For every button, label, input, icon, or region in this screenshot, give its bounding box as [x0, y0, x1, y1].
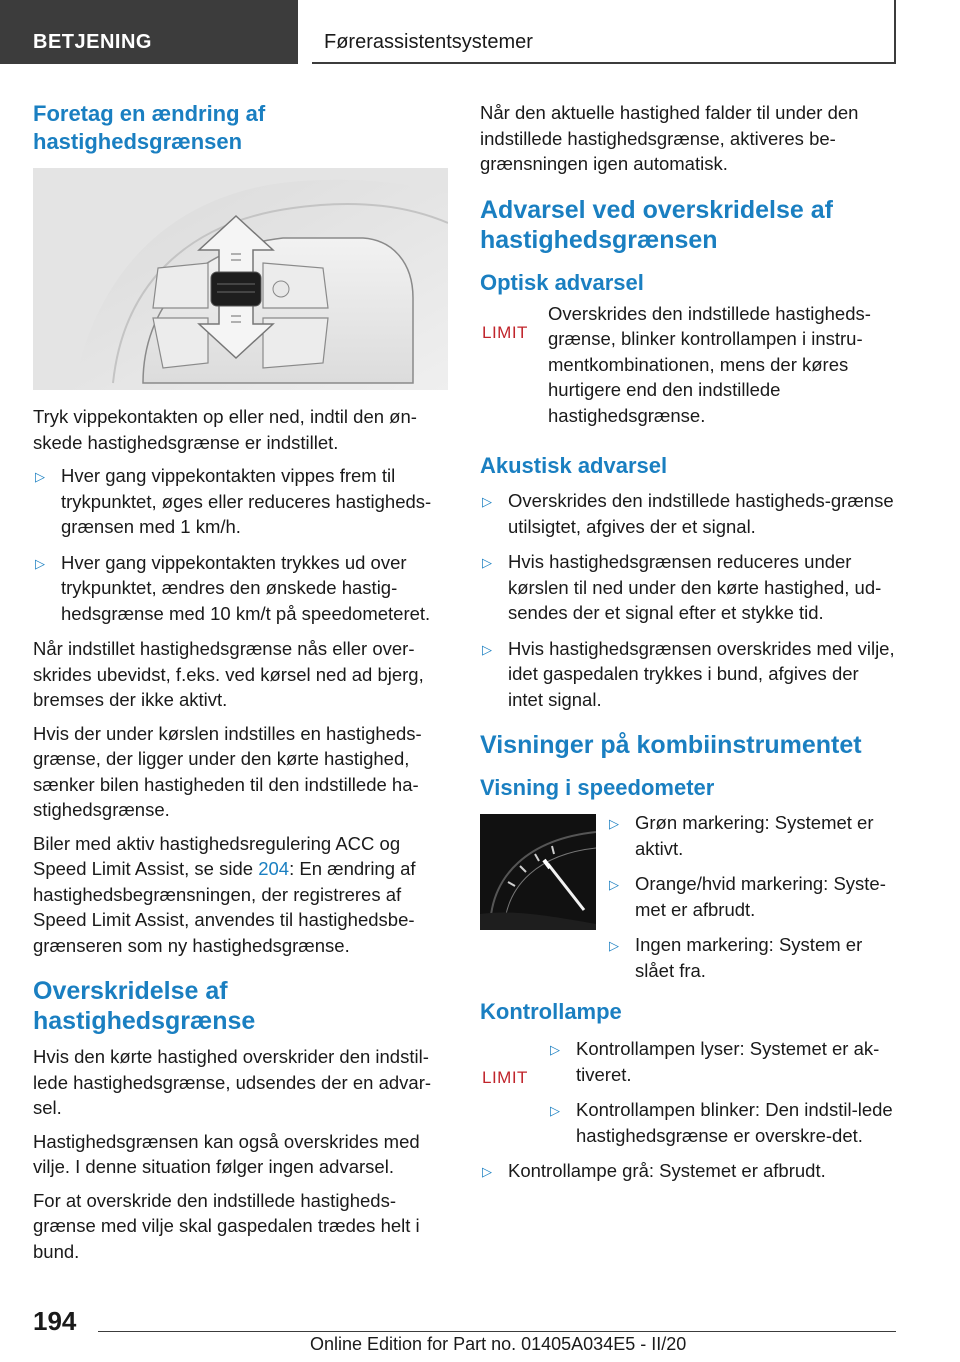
page-number: 194	[33, 1306, 77, 1336]
triangle-bullet-icon: ▷	[35, 555, 45, 571]
paragraph: Overskrides den indstillede hastigheds-grænse, blinker kontrollampen i instru-mentkombinationen, mens der køres hurtigere end den indstillede hastighedsgrænse.	[548, 302, 871, 426]
list-item: ▷ Kontrollampe grå: Systemet er afbrudt.	[480, 1158, 895, 1184]
paragraph: Tryk vippekontakten op eller ned, indtil den øn-skede hastighedsgrænse er indstillet.	[33, 406, 417, 453]
list-item: ▷ Kontrollampen lyser: Systemet er ak-tiveret.	[550, 1038, 880, 1085]
section-title: BETJENING	[0, 0, 298, 64]
page-header	[0, 0, 960, 64]
limit-indicator-icon: LIMIT	[482, 1068, 528, 1087]
heading-displays: Visninger på kombiinstrumentet	[480, 731, 862, 759]
edition-note: Online Edition for Part no. 01405A034E5 - II/20	[310, 1334, 687, 1354]
heading-warning: Advarsel ved overskridelse af hastighedsgrænsen	[480, 195, 833, 254]
heading-change-limit: Foretag en ændring af hastighedsgrænsen	[33, 101, 266, 154]
chapter-title: Førerassistentsystemer	[312, 0, 896, 64]
list-item: ▷ Ingen markering: System er slået fra.	[609, 934, 863, 981]
triangle-bullet-icon: ▷	[482, 1164, 492, 1179]
paragraph: Hvis den kørte hastighed overskrider den indstil-lede hastighedsgrænse, udsendes der en advar-sel.	[33, 1046, 432, 1118]
bullet-list	[480, 488, 895, 712]
bullet-list	[480, 1036, 895, 1148]
heading-acoustic-warning: Akustisk advarsel	[480, 453, 668, 478]
speedometer-block	[480, 810, 895, 981]
list-item: ▷ Kontrollampen blinker: Den indstil-lede hastighedsgrænse er overskre-det.	[550, 1099, 893, 1146]
list-item: ▷ Overskrides den indstillede hastigheds-grænse utilsigtet, afgives der et signal.	[482, 490, 894, 537]
paragraph: Når den aktuelle hastighed falder til under den indstillede hastighedsgrænse, aktiveres be-grænsningen igen automatisk.	[480, 102, 859, 174]
optical-warning-block	[480, 301, 895, 429]
list-item: ▷ Hver gang vippekontakten vippes frem til trykpunktet, øges eller reduceres hastigheds-grænsen med 1 km/h.	[35, 465, 432, 537]
paragraph: Når indstillet hastighedsgrænse nås eller over-skrides ubevidst, f.eks. ved kørsel ned ad bjerg, bremses der ikke aktivt.	[33, 638, 424, 710]
bullet-list	[480, 1158, 895, 1184]
list-item: ▷ Hvis hastighedsgrænsen overskrides med vilje, idet gaspedalen trykkes i bund, afgives der intet signal.	[482, 637, 895, 710]
heading-optical-warning: Optisk advarsel	[480, 269, 644, 295]
triangle-bullet-icon: ▷	[609, 877, 619, 892]
indicator-lamp-block	[480, 1036, 895, 1184]
list-item: ▷ Hver gang vippekontakten trykkes ud over trykpunktet, ændres den ønskede hastig-hedsgrænse med 10 km/t på speedometeret.	[35, 551, 431, 624]
triangle-bullet-icon: ▷	[550, 1103, 560, 1118]
heading-indicator-lamp: Kontrollampe	[480, 999, 622, 1024]
heading-exceed-limit: Overskridelse af hastighedsgrænse	[33, 977, 256, 1035]
right-column	[480, 100, 895, 1194]
list-item: ▷ Hvis hastighedsgrænsen reduceres under kørslen til ned under den kørte hastighed, ud-sendes der et signal efter et stykke tid.	[482, 551, 882, 623]
triangle-bullet-icon: ▷	[609, 938, 619, 953]
bullet-list	[607, 810, 895, 993]
list-item: ▷ Orange/hvid markering: Syste-met er afbrudt.	[609, 873, 886, 920]
triangle-bullet-icon: ▷	[609, 816, 619, 831]
speedometer-figure	[480, 814, 596, 930]
triangle-bullet-icon: ▷	[550, 1042, 560, 1057]
list-item: ▷ Grøn markering: Systemet er aktivt.	[609, 812, 874, 859]
bullet-list	[33, 463, 448, 626]
paragraph: Hvis der under kørslen indstilles en hastigheds-grænse, der ligger under den kørte hastighed, sænker bilen hastigheden til den indstillede ha-stighedsgrænse.	[33, 722, 422, 820]
steering-wheel-rocker-figure	[33, 168, 448, 390]
paragraph: Hastighedsgrænsen kan også overskrides med vilje. I denne situation følger ingen advarsel.	[33, 1130, 420, 1177]
paragraph: Biler med aktiv hastighedsregulering ACC og Speed Limit Assist, se side 204: En ændring af hastighedsbegrænsningen, der registreres af Speed Limit Assist, anvendes til hastighedsbe-grænseren som ny hastighedsgrænse.	[33, 832, 416, 956]
footer-divider	[98, 1331, 896, 1332]
heading-speedometer-display: Visning i speedometer	[480, 775, 715, 800]
page-reference-link[interactable]: 204	[258, 858, 290, 879]
triangle-bullet-icon: ▷	[482, 494, 492, 509]
triangle-bullet-icon: ▷	[482, 555, 492, 570]
limit-indicator-icon: LIMIT	[482, 322, 528, 342]
page-footer	[0, 1290, 960, 1362]
triangle-bullet-icon: ▷	[35, 469, 45, 484]
triangle-bullet-icon: ▷	[482, 641, 492, 657]
left-column	[33, 100, 448, 1272]
paragraph: For at overskride den indstillede hastigheds-grænse med vilje skal gaspedalen trædes helt i bund.	[33, 1189, 420, 1262]
